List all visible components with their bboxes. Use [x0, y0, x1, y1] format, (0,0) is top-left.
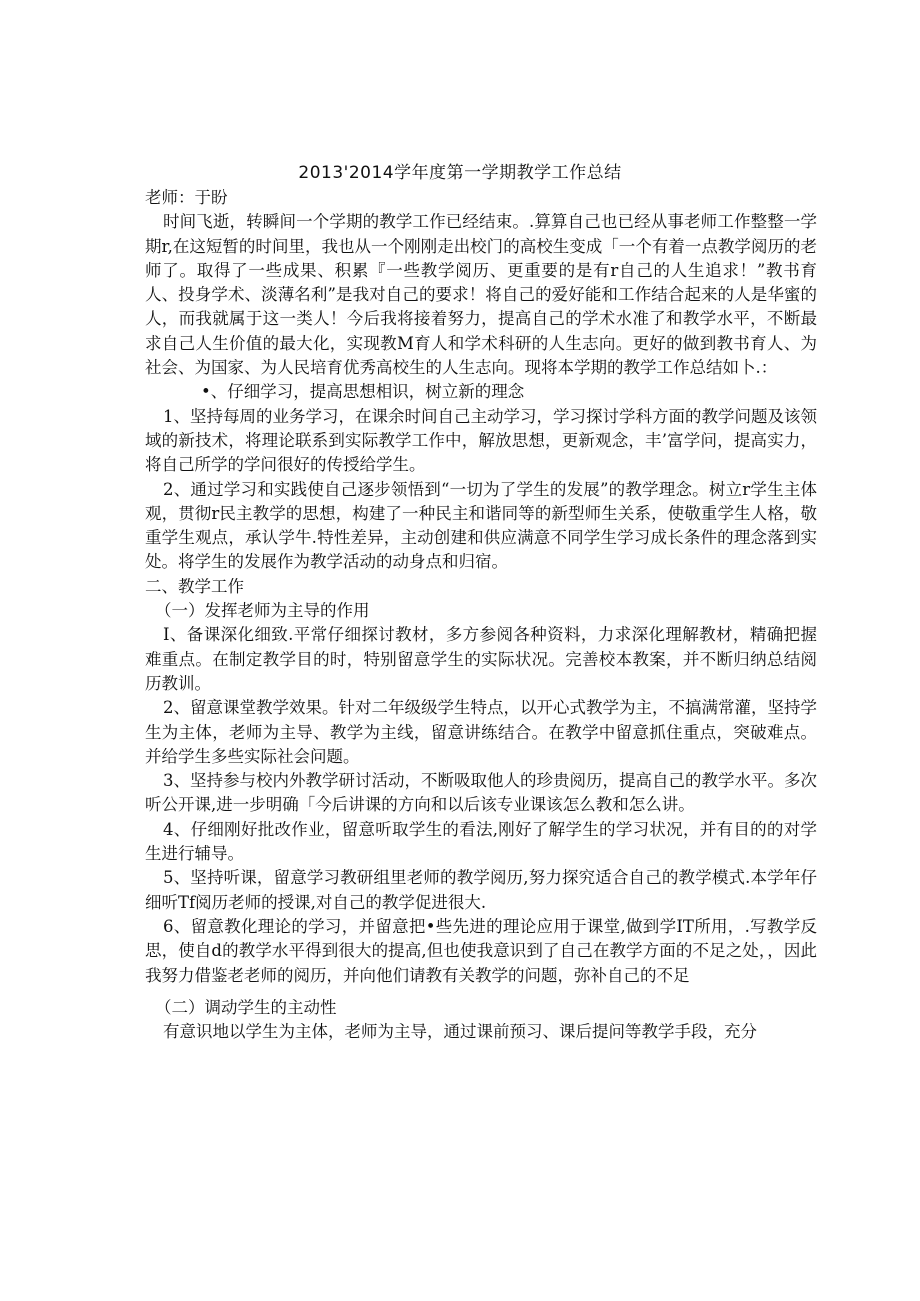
list-item-2-5: 5、坚持听课，留意学习教研组里老师的教学阅历,努力探究适合自己的教学模式.本学年仔细听Tf阅历老师的授课,对自己的教学促进很大.: [145, 868, 817, 912]
subsection-heading-2-1: （一）发挥老师为主导的作用: [155, 601, 370, 621]
list-item-1-2: 2、通过学习和实践使自己逐步领悟到“一切为了学生的发展”的教学理念。树立r学生主体观，贯彻r民主教学的思想，构建了一种民主和谐同等的新型师生关系，使敬重学生人格，敬重学生观点，承认学牛.特性差异，主动创建和供应满意不同学生学习成长条件的理念落到实处。将学生的发展作为教学活动的动身点和归宿。: [145, 479, 817, 572]
list-item-1-1: 1、坚持每周的业务学习，在课余时间自己主动学习，学习探讨学科方面的教学问题及该领域的新技术，将理论联系到实际教学工作中，解放思想，更新观念，丰’富学问，提高实力，将自己所学的学问很好的传授给学生。: [145, 406, 817, 475]
list-item-2-2: 2、留意课堂教学效果。针对二年级级学生特点，以开心式教学为主，不搞满常灌，坚持学生为主体，老师为主导、教学为主线，留意讲练结合。在教学中留意抓住重点，突破难点。并给学生多些实际社会问题。: [145, 698, 817, 766]
list-item-2-6: 6、留意教化理论的学习，并留意把•些先进的理论应用于课堂,做到学IT所用，.写教学反思，使自d的教学水平得到很大的提高,但也使我意识到了自己在教学方面的不足之处，，因此我努力借鉴老老师的阅历，并向他们请教有关教学的问题，弥补自己的不足: [145, 916, 817, 985]
section-heading-1: •、仔细学习，提高思想相识，树立新的理念: [201, 382, 525, 402]
subsection-heading-2-2: （二）调动学生的主动性: [155, 997, 337, 1017]
list-item-2-4: 4、仔细刚好批改作业，留意听取学生的看法,刚好了解学生的学习状况，并有目的的对学生进行辅导。: [145, 819, 817, 864]
list-item-2-3: 3、坚持参与校内外教学研讨活动，不断吸取他人的珍贵阅历，提高自己的教学水平。多次听公开课,进一步明确「今后讲课的方向和以后该专业课该怎么教和怎么讲。: [145, 771, 817, 815]
document-title: 2013'2014学年度第一学期教学工作总结: [298, 163, 622, 183]
list-item-2-1: I、备课深化细致.平常仔细探讨教材，多方参阅各种资料，力求深化理解教材，精确把握难重点。在制定教学目的时，特别留意学生的实际状况。完善校本教案，并不断归纳总结阅历教训。: [145, 625, 817, 693]
paragraph-intro: 时间飞逝，转瞬间一个学期的教学工作已经结束。.算算自己也已经从事老师工作整整一学期r,在这短暂的时间里，我也从一个刚刚走出校门的高校生变成「一个有着一点教学阅历的老师了。取得了一些成果、积累『一些教学阅历、更重要的是有r自己的人生追求！”教书育人、投身学术、淡薄名利”是我对自己的要求！将自己的爱好能和工作结合起来的人是华蜜的人，而我就属于这一类人！今后我将接着努力，提高自己的学术水准了和教学水平，不断最求自己人生价值的最大化，实现教M育人和学术科研的人生志向。更好的做到教书育人、为社会、为国家、为人民培育优秀高校生的人生志向。现将本学期的教学工作总结如卜.：: [145, 212, 817, 378]
section-heading-2: 二、教学工作: [145, 576, 244, 596]
document-body: [145, 186, 817, 1044]
paragraph-2-2: 有意识地以学生为主体，老师为主导，通过课前预习、课后提问等教学手段，充分: [163, 1022, 757, 1042]
author-line: 老师：于盼: [145, 188, 228, 207]
